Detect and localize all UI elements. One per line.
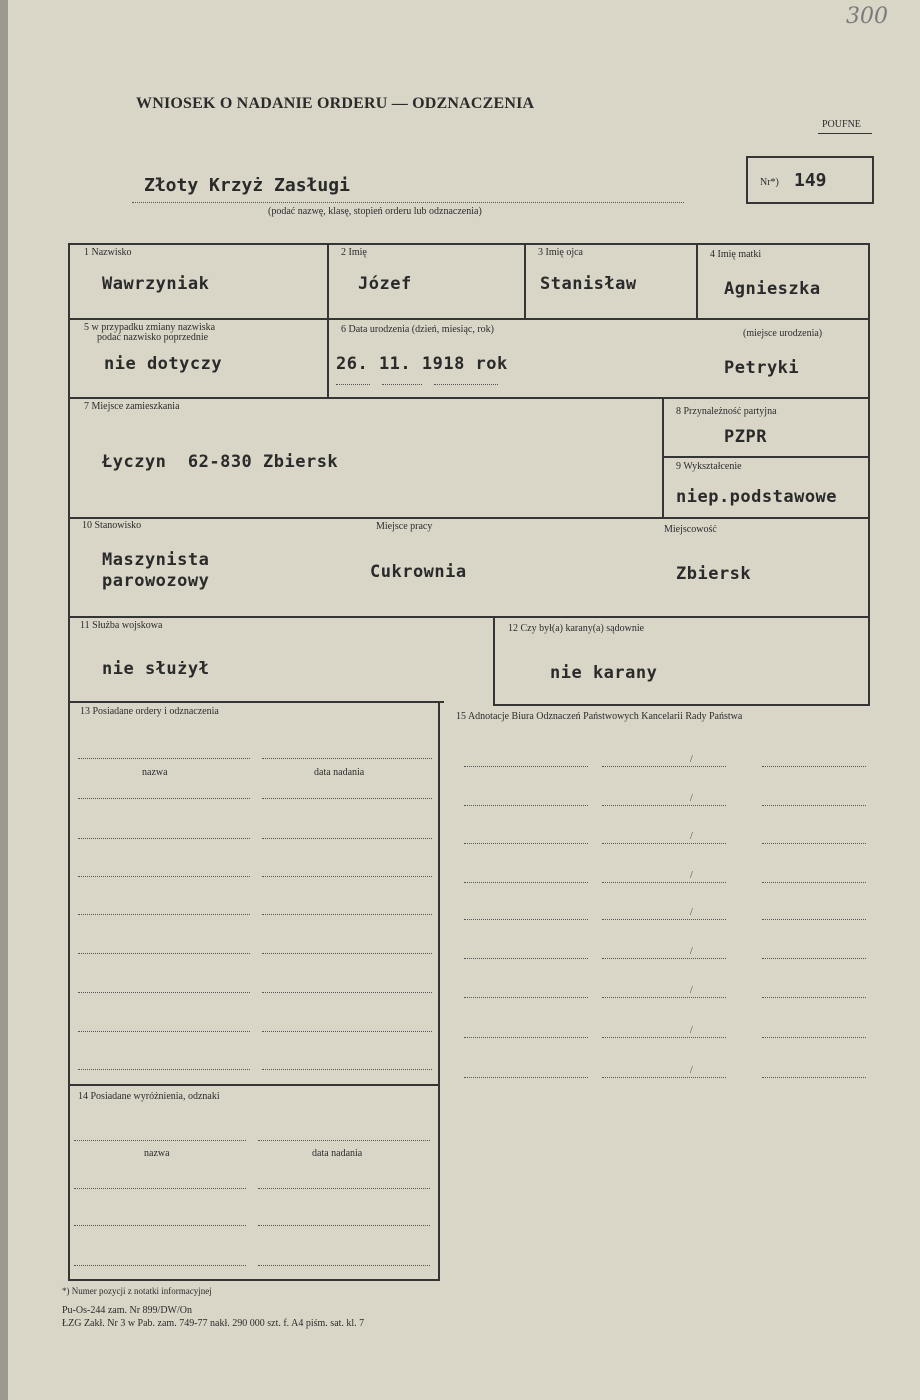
orders-date-line bbox=[262, 798, 432, 799]
annotation-line bbox=[464, 958, 588, 959]
annotation-separator: / bbox=[690, 1025, 693, 1036]
annotation-separator: / bbox=[690, 985, 693, 996]
distinctions-name-line bbox=[74, 1188, 246, 1189]
residence-label: 7 Miejsce zamieszkania bbox=[84, 401, 180, 412]
annotation-line bbox=[464, 766, 588, 767]
mother-name-label: 4 Imię matki bbox=[710, 249, 762, 260]
annotation-line bbox=[464, 882, 588, 883]
birth-date-month-line bbox=[382, 384, 422, 385]
grid-line bbox=[493, 616, 495, 704]
distinctions-date-line bbox=[258, 1225, 430, 1226]
annotation-line bbox=[602, 1037, 726, 1038]
orders-name-line bbox=[78, 992, 250, 993]
orders-name-line bbox=[78, 1031, 250, 1032]
print-info-line2: ŁZG Zakł. Nr 3 w Pab. zam. 749-77 nakł. 290 000 szt. f. A4 piśm. sat. kl. 7 bbox=[62, 1318, 365, 1329]
annotation-line bbox=[602, 805, 726, 806]
annotation-separator: / bbox=[690, 870, 693, 881]
annotation-line bbox=[762, 958, 866, 959]
orders-name-line bbox=[78, 876, 250, 877]
workplace-value: Cukrownia bbox=[370, 562, 467, 582]
annotation-separator: / bbox=[690, 754, 693, 765]
annotation-line bbox=[602, 882, 726, 883]
birth-place-label: (miejsce urodzenia) bbox=[743, 328, 823, 339]
distinctions-date-col: data nadania bbox=[312, 1148, 363, 1159]
grid-line bbox=[438, 701, 440, 1279]
grid-line bbox=[68, 318, 870, 320]
orders-date-line bbox=[262, 758, 432, 759]
annotation-line bbox=[464, 997, 588, 998]
annotation-line bbox=[602, 919, 726, 920]
residence-value: Łyczyn 62-830 Zbiersk bbox=[102, 452, 339, 472]
surname-label: 1 Nazwisko bbox=[84, 247, 132, 258]
classification-label: POUFNE bbox=[822, 119, 861, 130]
order-name-line bbox=[132, 202, 684, 203]
annotation-separator: / bbox=[690, 907, 693, 918]
number-value: 149 bbox=[794, 170, 827, 191]
military-service-label: 11 Służba wojskowa bbox=[80, 620, 163, 631]
orders-label: 13 Posiadane ordery i odznaczenia bbox=[80, 706, 219, 717]
grid-line bbox=[524, 243, 526, 318]
print-info-line1: Pu-Os-244 zam. Nr 899/DW/On bbox=[62, 1305, 192, 1316]
annotation-line bbox=[762, 1077, 866, 1078]
position-value-line1: Maszynista bbox=[102, 550, 210, 570]
orders-date-line bbox=[262, 953, 432, 954]
position-label: 10 Stanowisko bbox=[82, 520, 142, 531]
position-value-line2: parowozowy bbox=[102, 571, 210, 591]
birth-date-year-line bbox=[434, 384, 498, 385]
annotation-line bbox=[602, 1077, 726, 1078]
grid-line bbox=[68, 243, 70, 701]
distinctions-name-col: nazwa bbox=[144, 1148, 170, 1159]
orders-name-line bbox=[78, 1069, 250, 1070]
surname-value: Wawrzyniak bbox=[102, 274, 210, 294]
criminal-record-label: 12 Czy był(a) karany(a) sądownie bbox=[508, 623, 645, 634]
grid-line bbox=[696, 243, 698, 318]
mother-name-value: Agnieszka bbox=[724, 279, 821, 299]
order-name-value: Złoty Krzyż Zasługi bbox=[144, 175, 350, 196]
classification-underline bbox=[818, 133, 872, 134]
distinctions-date-line bbox=[258, 1265, 430, 1266]
annotation-line bbox=[762, 766, 866, 767]
party-value: PZPR bbox=[724, 427, 767, 447]
footnote: *) Numer pozycji z notatki informacyjnej bbox=[62, 1286, 212, 1296]
annotation-line bbox=[762, 1037, 866, 1038]
annotation-line bbox=[464, 805, 588, 806]
grid-line bbox=[68, 1084, 440, 1086]
grid-line bbox=[68, 397, 870, 399]
orders-name-col: nazwa bbox=[142, 767, 168, 778]
annotations-label: 15 Adnotacje Biura Odznaczeń Państwowych Kancelarii Rady Państwa bbox=[456, 711, 743, 722]
form-title: WNIOSEK O NADANIE ORDERU — ODZNACZENIA bbox=[136, 95, 535, 112]
first-name-label: 2 Imię bbox=[341, 247, 367, 258]
birth-date-label: 6 Data urodzenia (dzień, miesiąc, rok) bbox=[341, 324, 494, 335]
distinctions-name-line bbox=[74, 1140, 246, 1141]
orders-date-line bbox=[262, 914, 432, 915]
orders-date-line bbox=[262, 838, 432, 839]
birth-place-value: Petryki bbox=[724, 358, 800, 378]
annotation-line bbox=[762, 997, 866, 998]
education-value: niep.podstawowe bbox=[676, 487, 838, 507]
orders-date-line bbox=[262, 1031, 432, 1032]
orders-name-line bbox=[78, 914, 250, 915]
grid-line bbox=[868, 243, 870, 704]
grid-line bbox=[662, 456, 870, 458]
orders-date-col: data nadania bbox=[314, 767, 365, 778]
annotation-line bbox=[762, 805, 866, 806]
number-box bbox=[746, 156, 874, 204]
previous-surname-label-line1: 5 w przypadku zmiany nazwiska bbox=[84, 322, 216, 333]
previous-surname-value: nie dotyczy bbox=[104, 354, 223, 374]
grid-line bbox=[68, 616, 870, 618]
annotation-line bbox=[602, 997, 726, 998]
annotation-line bbox=[602, 958, 726, 959]
first-name-value: Józef bbox=[358, 274, 412, 294]
orders-name-line bbox=[78, 838, 250, 839]
orders-name-line bbox=[78, 798, 250, 799]
grid-line bbox=[68, 243, 870, 245]
locality-label: Miejscowość bbox=[664, 524, 717, 535]
grid-line bbox=[68, 517, 870, 519]
grid-line bbox=[68, 701, 70, 1279]
previous-surname-label-line2: podać nazwisko poprzednie bbox=[97, 332, 209, 343]
annotation-line bbox=[464, 919, 588, 920]
distinctions-name-line bbox=[74, 1225, 246, 1226]
criminal-record-value: nie karany bbox=[550, 663, 658, 683]
orders-date-line bbox=[262, 992, 432, 993]
annotation-separator: / bbox=[690, 1065, 693, 1076]
annotation-separator: / bbox=[690, 793, 693, 804]
annotation-line bbox=[602, 843, 726, 844]
grid-line bbox=[68, 701, 444, 703]
grid-line bbox=[68, 1279, 440, 1281]
education-label: 9 Wykształcenie bbox=[676, 461, 742, 472]
annotation-separator: / bbox=[690, 831, 693, 842]
orders-date-line bbox=[262, 1069, 432, 1070]
annotation-line bbox=[762, 882, 866, 883]
annotation-line bbox=[464, 1077, 588, 1078]
orders-name-line bbox=[78, 758, 250, 759]
orders-name-line bbox=[78, 953, 250, 954]
annotation-line bbox=[762, 919, 866, 920]
distinctions-date-line bbox=[258, 1140, 430, 1141]
handwritten-page-number: 300 bbox=[846, 4, 888, 29]
grid-line bbox=[493, 704, 870, 706]
distinctions-date-line bbox=[258, 1188, 430, 1189]
party-label: 8 Przynależność partyjna bbox=[676, 406, 777, 417]
distinctions-name-line bbox=[74, 1265, 246, 1266]
paper-edge bbox=[0, 0, 8, 1400]
number-label: Nr*) bbox=[760, 177, 779, 188]
annotation-line bbox=[762, 843, 866, 844]
birth-date-value: 26. 11. 1918 rok bbox=[336, 354, 508, 374]
locality-value: Zbiersk bbox=[676, 564, 752, 584]
orders-date-line bbox=[262, 876, 432, 877]
grid-line bbox=[327, 243, 329, 397]
birth-date-day-line bbox=[336, 384, 370, 385]
order-name-hint: (podać nazwę, klasę, stopień orderu lub odznaczenia) bbox=[268, 206, 482, 217]
father-name-value: Stanisław bbox=[540, 274, 637, 294]
distinctions-label: 14 Posiadane wyróżnienia, odznaki bbox=[78, 1091, 220, 1102]
annotation-line bbox=[464, 1037, 588, 1038]
annotation-line bbox=[602, 766, 726, 767]
annotation-separator: / bbox=[690, 946, 693, 957]
military-service-value: nie służył bbox=[102, 659, 210, 679]
annotation-line bbox=[464, 843, 588, 844]
workplace-label: Miejsce pracy bbox=[376, 521, 433, 532]
father-name-label: 3 Imię ojca bbox=[538, 247, 583, 258]
